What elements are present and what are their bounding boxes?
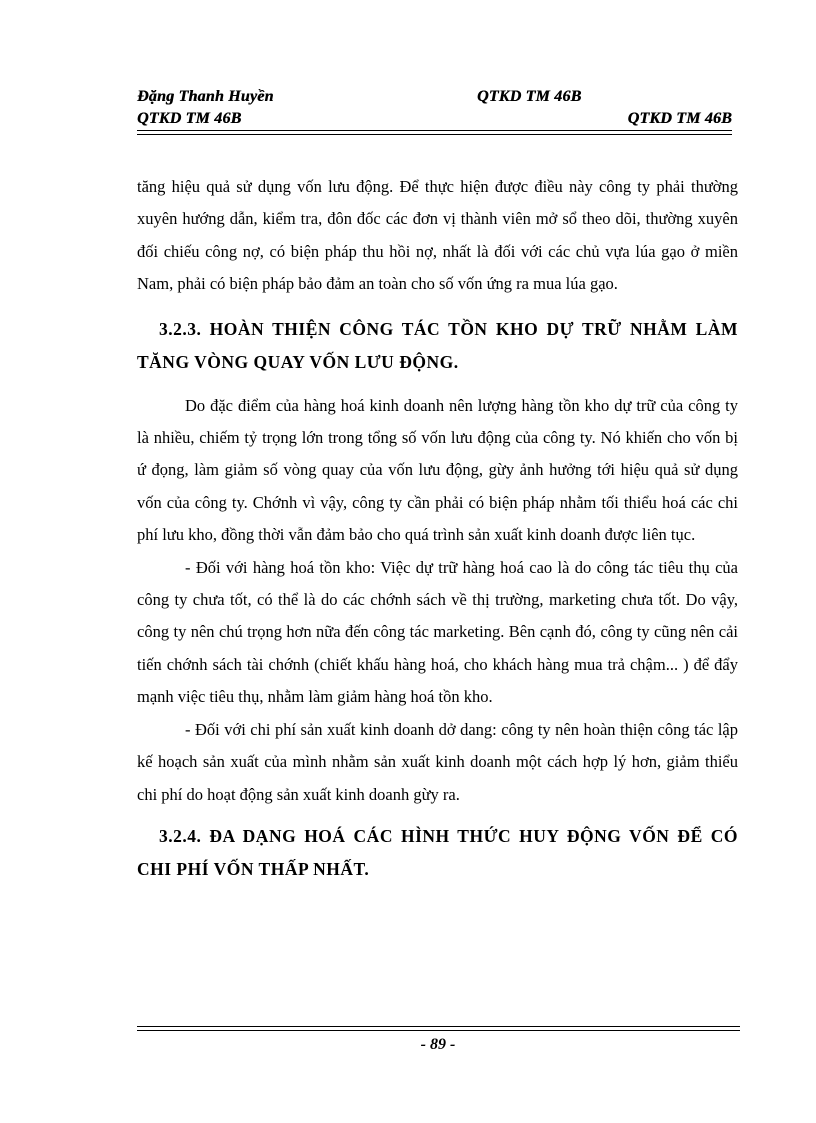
footer-rule-thin <box>137 1026 740 1027</box>
header-author: Đặng Thanh Huyền <box>137 88 274 105</box>
paragraph-4: - Đối với chi phí sản xuất kinh doanh dở dang: công ty nên hoàn thiện công tác lập kế hoạch sản xuất của mình nhằm sản xuất kinh doanh một cách hợp lý hơn, giảm thiểu chi phí do hoạt động sản xuất kinh doanh gừy ra. <box>137 719 738 804</box>
section-heading-3-2-4: 3.2.4. ĐA DẠNG HOÁ CÁC HÌNH THỨC HUY ĐỘNG VỐN ĐỂ CÓ CHI PHÍ VỐN THẤP NHẤT. <box>137 825 738 880</box>
paragraph-3: - Đối với hàng hoá tồn kho: Việc dự trữ hàng hoá cao là do công tác tiêu thụ của công ty chưa tốt, có thể là do các chớnh sách về thị trường, marketing chưa tốt. Do vậy, công ty nên chú trọng hơn nữa đến công tác marketing. Bên cạnh đó, công ty cũng nên cải tiến chớnh sách tài chớnh (chiết khấu hàng hoá, cho khách hàng mua trả chậm... ) để đẩy mạnh việc tiêu thụ, nhằm làm giảm hàng hoá tồn kho. <box>137 557 738 707</box>
header-class-center: QTKD TM 46B <box>477 88 582 105</box>
header-rule-thin <box>137 134 732 135</box>
section-heading-3-2-3: 3.2.3. HOÀN THIỆN CÔNG TÁC TỒN KHO DỰ TRỮ NHẰM LÀM TĂNG VÒNG QUAY VỐN LƯU ĐỘNG. <box>137 318 738 373</box>
page-body <box>137 171 738 887</box>
paragraph-2: Do đặc điểm của hàng hoá kinh doanh nên lượng hàng tồn kho dự trữ của công ty là nhiều, chiếm tỷ trọng lớn trong tổng số vốn lưu động của công ty. Nó khiến cho vốn bị ứ đọng, làm giảm số vòng quay của vốn lưu động, gừy ảnh hưởng tới hiệu quả sử dụng vốn của công ty. Chớnh vì vậy, công ty cần phải có biện pháp nhằm tối thiểu hoá các chi phí lưu kho, đồng thời vẫn đảm bảo cho quá trình sản xuất kinh doanh được liên tục. <box>137 395 738 545</box>
paragraph-1: tăng hiệu quả sử dụng vốn lưu động. Để thực hiện được điều này công ty phải thường xuyên hướng dẫn, kiểm tra, đôn đốc các đơn vị thành viên mở sổ theo dõi, thường xuyên đối chiếu công nợ, có biện pháp thu hồi nợ, nhất là đối với các chủ vựa lúa gạo ở miền Nam, phải có biện pháp bảo đảm an toàn cho số vốn ứng ra mua lúa gạo. <box>137 177 738 294</box>
header-class-right: QTKD TM 46B <box>627 110 732 127</box>
header-rule-thick <box>137 130 732 131</box>
header-class-left: QTKD TM 46B <box>137 110 242 127</box>
page-number: - 89 - <box>420 1036 456 1053</box>
footer-rule-thick <box>137 1030 740 1031</box>
